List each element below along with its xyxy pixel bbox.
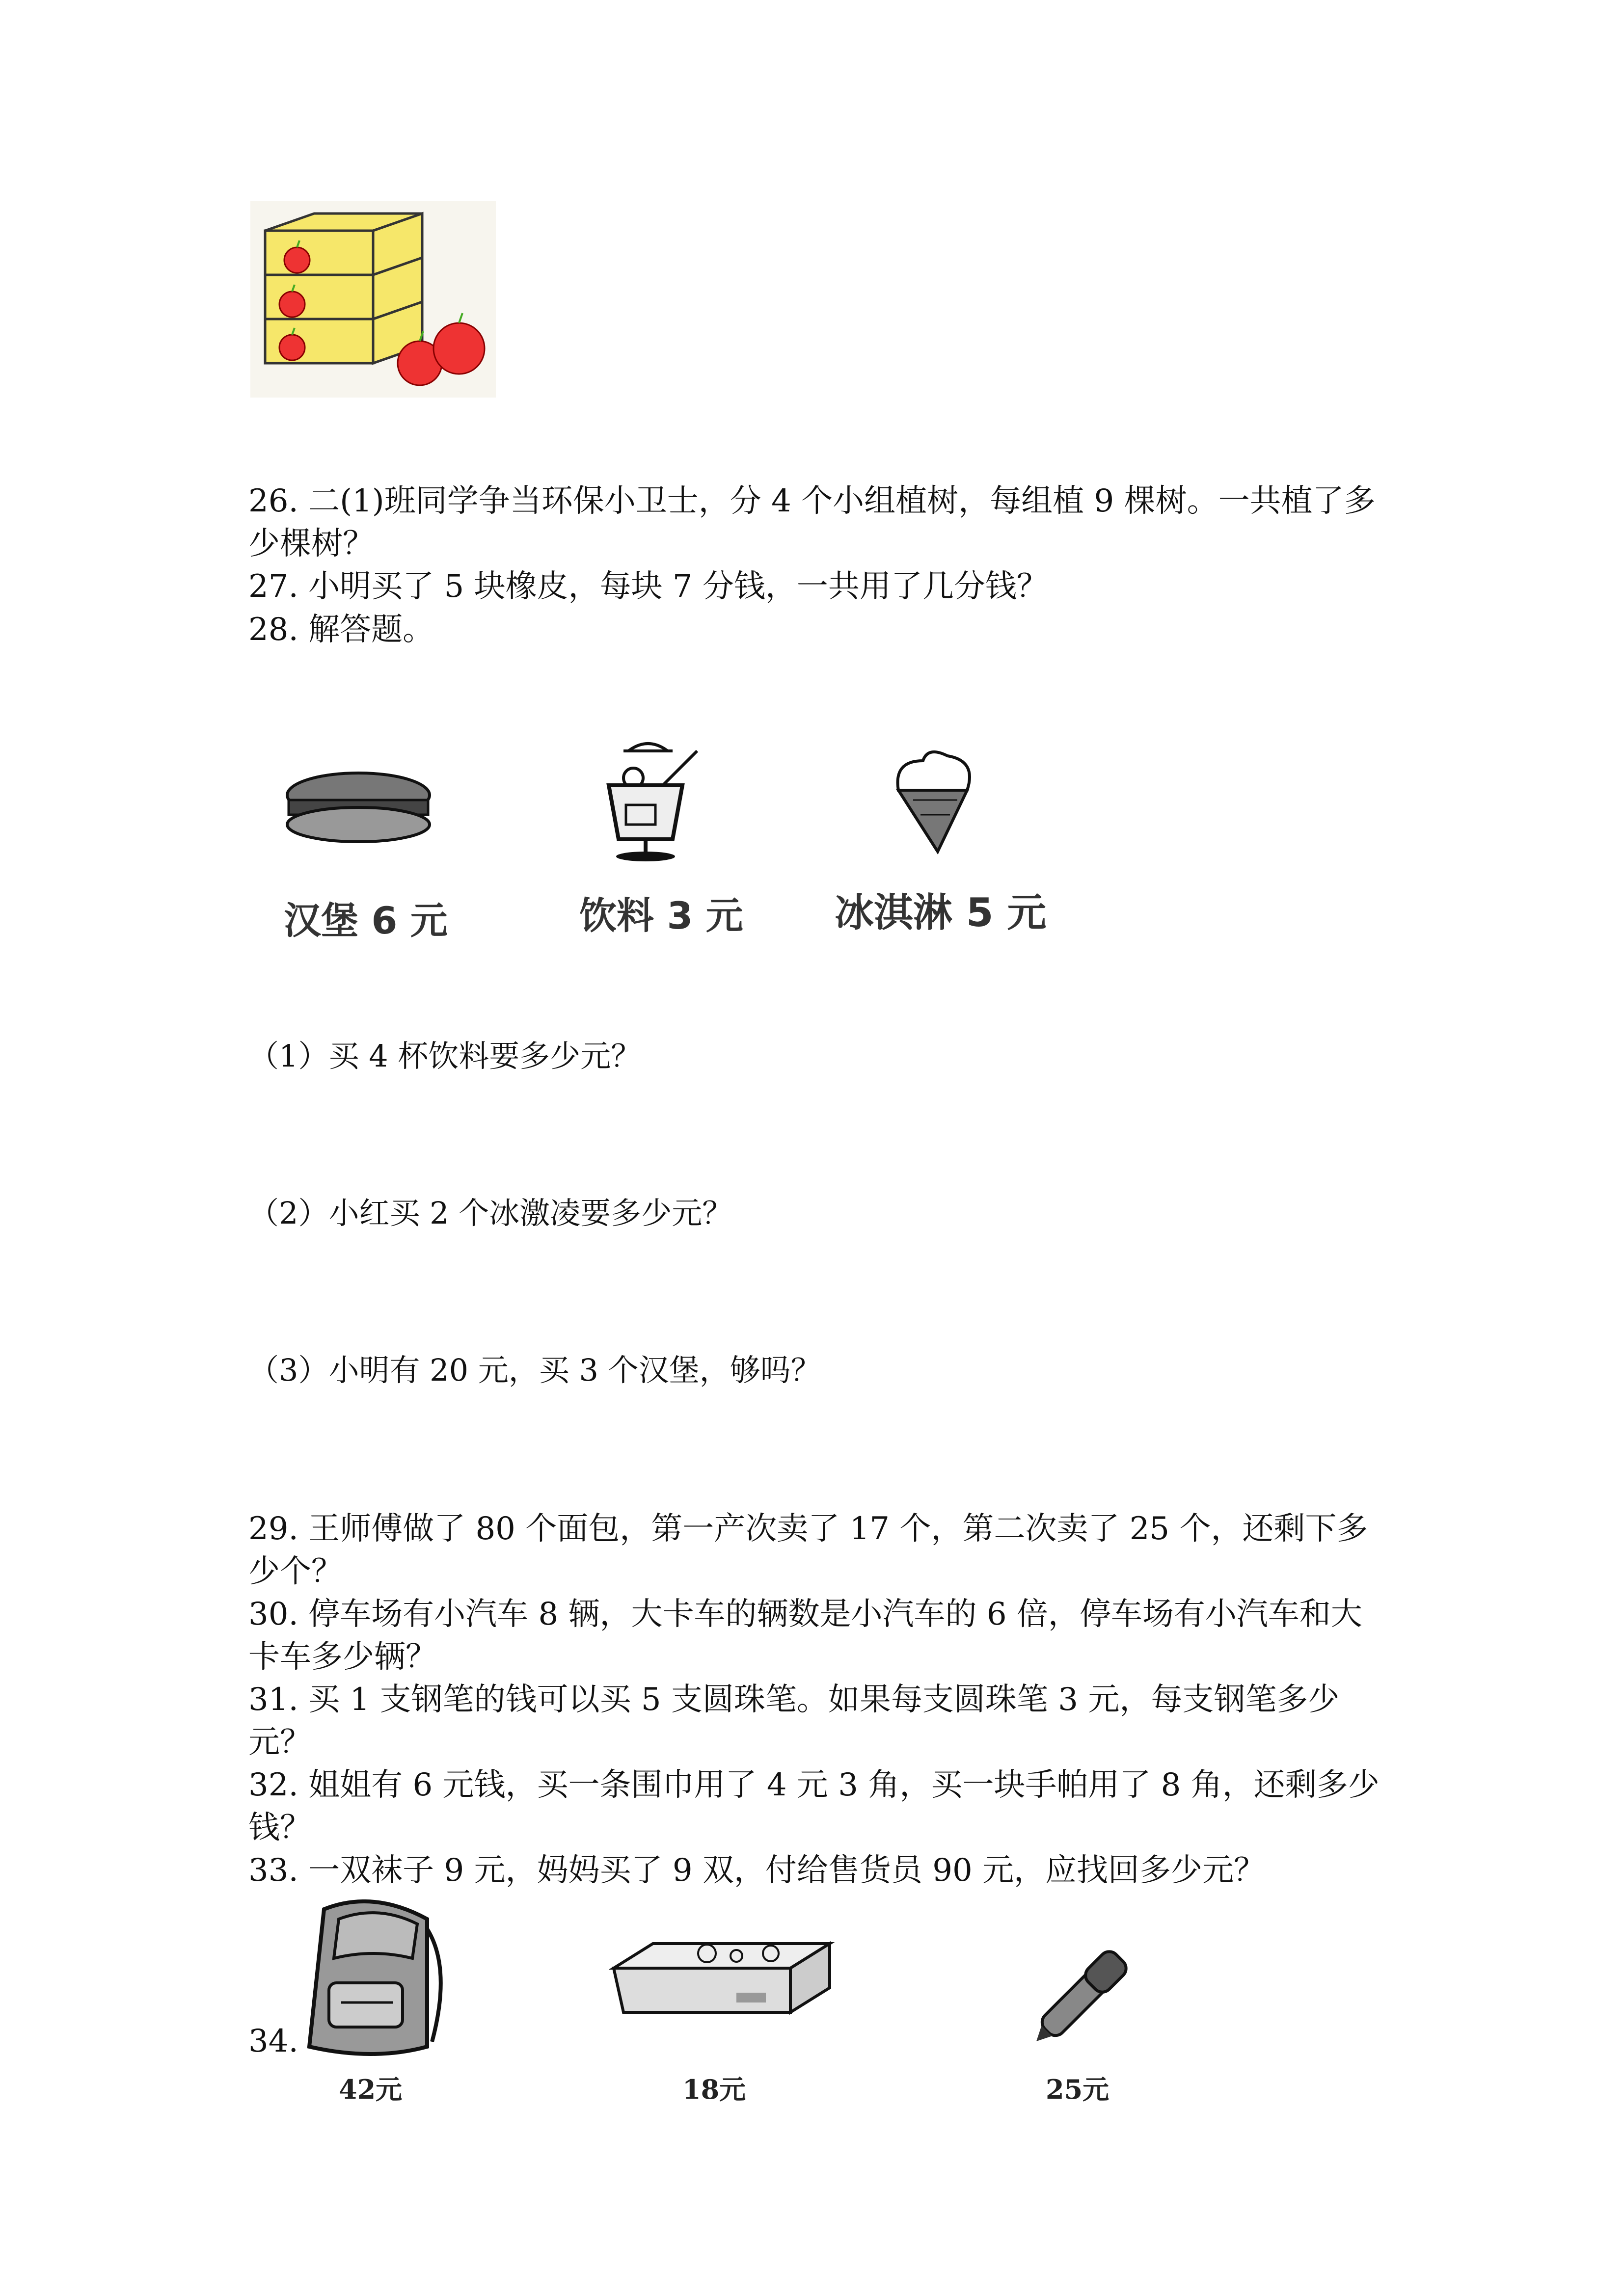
pencil-box-icon [609,1934,835,2032]
drink-label: 饮料 3 元 [579,894,743,937]
backpack-price: 42元 [339,2074,403,2105]
icecream-label: 冰淇淋 5 元 [835,890,1047,935]
pencil-box-price: 18元 [682,2074,746,2105]
question-28: 28. 解答题。 [248,612,434,648]
backpack-icon [295,1899,452,2066]
drink-icon [584,731,712,864]
hamburger-icon [280,766,437,854]
pen-icon [1021,1929,1149,2056]
question-26: 26. 二(1)班同学争当环保小卫士，分 4 个小组植树，每组植 9 棵树。一共植了多少棵树？ [248,483,1376,562]
question-30: 30. 停车场有小汽车 8 辆，大卡车的辆数是小汽车的 6 倍，停车场有小汽车和大卡车多少辆？ [248,1596,1362,1675]
question-28-1: （1）买 4 杯饮料要多少元？ [248,1038,642,1074]
icecream-icon [884,741,982,859]
question-31: 31. 买 1 支钢笔的钱可以买 5 支圆珠笔。如果每支圆珠笔 3 元，每支钢笔多少元？ [248,1682,1340,1761]
apple-boxes-figure [250,201,496,398]
question-32: 32. 姐姐有 6 元钱，买一条围巾用了 4 元 3 角，买一块手帕用了 8 角，还剩多少钱？ [248,1767,1380,1846]
question-34: 34. [248,2023,298,2059]
question-28-2: （2）小红买 2 个冰激凌要多少元？ [248,1195,733,1231]
question-28-3: （3）小明有 20 元，买 3 个汉堡，够吗？ [248,1352,821,1388]
pen-price: 25元 [1046,2074,1110,2105]
question-33: 33. 一双袜子 9 元，妈妈买了 9 双，付给售货员 90 元，应找回多少元？ [248,1852,1266,1889]
question-27: 27. 小明买了 5 块橡皮，每块 7 分钱，一共用了几分钱？ [248,568,1048,605]
question-29: 29. 王师傅做了 80 个面包，第一产次卖了 17 个，第二次卖了 25 个，还剩下多少个？ [248,1511,1368,1590]
hamburger-label: 汉堡 6 元 [284,899,448,942]
